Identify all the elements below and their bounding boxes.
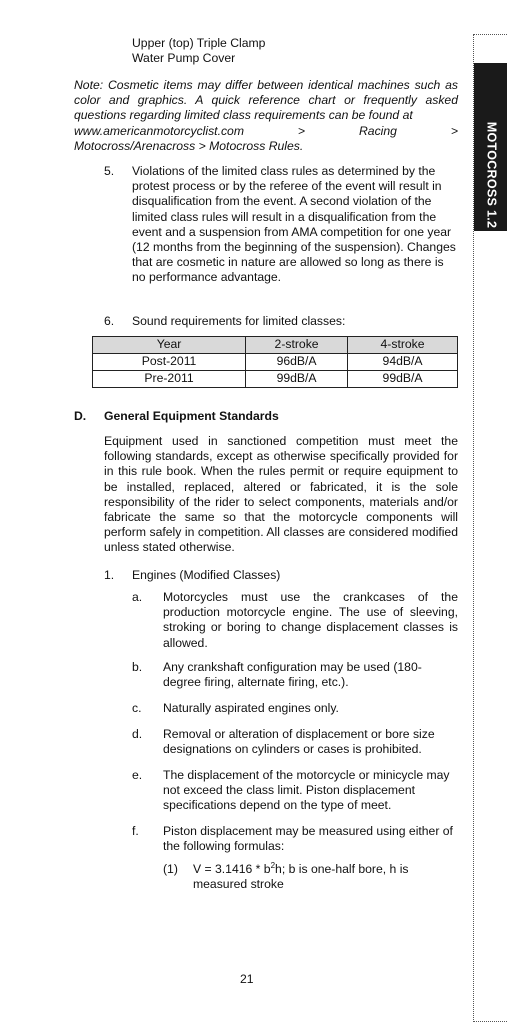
equipment-paragraph: Equipment used in sanctioned competition must meet the following standards, except as otherwise specifically provided for in this rule book. When the rules permit or require equipment to be installed, replaced, altered or fabricated, it is the sole responsibility of the rider to select components, materials and/or fabricate the same so that the motorcycle components will perform safely in competition. All classes are considered modified unless stated otherwise. bbox=[104, 434, 458, 555]
table-cell: 99dB/A bbox=[348, 371, 458, 388]
note-link-sep: > bbox=[450, 123, 458, 138]
table-cell: Pre-2011 bbox=[93, 371, 246, 388]
sub-item-text: Any crankshaft configuration may be used (180-degree firing, alternate firing, etc.). bbox=[163, 660, 422, 690]
sub-item-text: Piston displacement may be measured using either of the following formulas: bbox=[163, 824, 453, 854]
table-row bbox=[93, 371, 458, 388]
item-5-text: Violations of the limited class rules as determined by the protest process or by the referee of the event will result in disqualification from the event. A second violation of the limited class rules will result in a disqualification from the event and a suspension from AMA competition for one year (12 months from the beginning of the suspension). Changes that are cosmetic in nature are allowed so long as there is no performance advantage. bbox=[132, 164, 456, 285]
table-header-row bbox=[93, 337, 458, 354]
section-title: General Equipment Standards bbox=[104, 409, 279, 423]
sub-item-letter: c. bbox=[132, 701, 142, 715]
sub-item-text: The displacement of the motorcycle or minicycle may not exceed the class limit. Piston displacement specifications depend on the type of meet. bbox=[163, 768, 450, 813]
top-item: Water Pump Cover bbox=[132, 51, 236, 65]
table-cell: Post-2011 bbox=[93, 354, 246, 371]
table-row bbox=[93, 354, 458, 371]
note-link-racing: Racing bbox=[358, 123, 397, 138]
note-link-last: Motocross/Arenacross > Motocross Rules. bbox=[74, 138, 304, 153]
sub-item-letter: b. bbox=[132, 660, 143, 674]
sound-requirements-table bbox=[92, 336, 458, 388]
table-header: 2-stroke bbox=[246, 337, 348, 354]
item-6-text: Sound requirements for limited classes: bbox=[132, 314, 346, 328]
formula-sup: 2 bbox=[270, 860, 276, 870]
page-number: 21 bbox=[240, 972, 254, 986]
formula-text bbox=[193, 862, 443, 892]
section-letter: D. bbox=[74, 409, 87, 423]
note-link-sep: > bbox=[297, 123, 306, 138]
sub-item-letter: e. bbox=[132, 768, 143, 782]
note-link-line bbox=[74, 124, 458, 139]
formula-post: h; b is one-half bore, h is measured stroke bbox=[193, 862, 409, 892]
engines-title: Engines (Modified Classes) bbox=[132, 568, 281, 582]
sub-item-letter: a. bbox=[132, 590, 143, 604]
table-header: 4-stroke bbox=[348, 337, 458, 354]
table-cell: 99dB/A bbox=[246, 371, 348, 388]
table-cell: 94dB/A bbox=[348, 354, 458, 371]
sub-item-text: Removal or alteration of displacement or bore size designations on cylinders or cases is prohibited. bbox=[163, 727, 435, 757]
top-item: Upper (top) Triple Clamp bbox=[132, 36, 266, 50]
sub-item-text: Motorcycles must use the crankcases of the production motorcycle engine. The use of sleeving, stroking or boring to change displacement classes is allowed. bbox=[163, 590, 458, 650]
note-text: Note: Cosmetic items may differ between identical machines such as color and graphics. A quick reference chart or frequently asked questions regarding limited class requirements can be found at bbox=[74, 78, 458, 123]
item-number: 6. bbox=[104, 314, 115, 328]
table-header: Year bbox=[93, 337, 246, 354]
table-cell: 96dB/A bbox=[246, 354, 348, 371]
cosmetic-note bbox=[74, 78, 458, 154]
item-number: 5. bbox=[104, 164, 115, 178]
sub-item-letter: d. bbox=[132, 727, 143, 741]
section-tab bbox=[474, 63, 507, 231]
side-tab bbox=[473, 34, 507, 1022]
section-tab-label: MOTOCROSS 1.2 bbox=[484, 121, 499, 229]
note-link-url[interactable]: www.americanmotorcyclist.com bbox=[74, 123, 244, 138]
formula-pre: V = 3.1416 * b bbox=[193, 862, 271, 876]
item-number: 1. bbox=[104, 568, 115, 582]
sub-item-text: Naturally aspirated engines only. bbox=[163, 701, 339, 715]
formula-number: (1) bbox=[163, 862, 178, 876]
sub-item-letter: f. bbox=[132, 824, 139, 838]
